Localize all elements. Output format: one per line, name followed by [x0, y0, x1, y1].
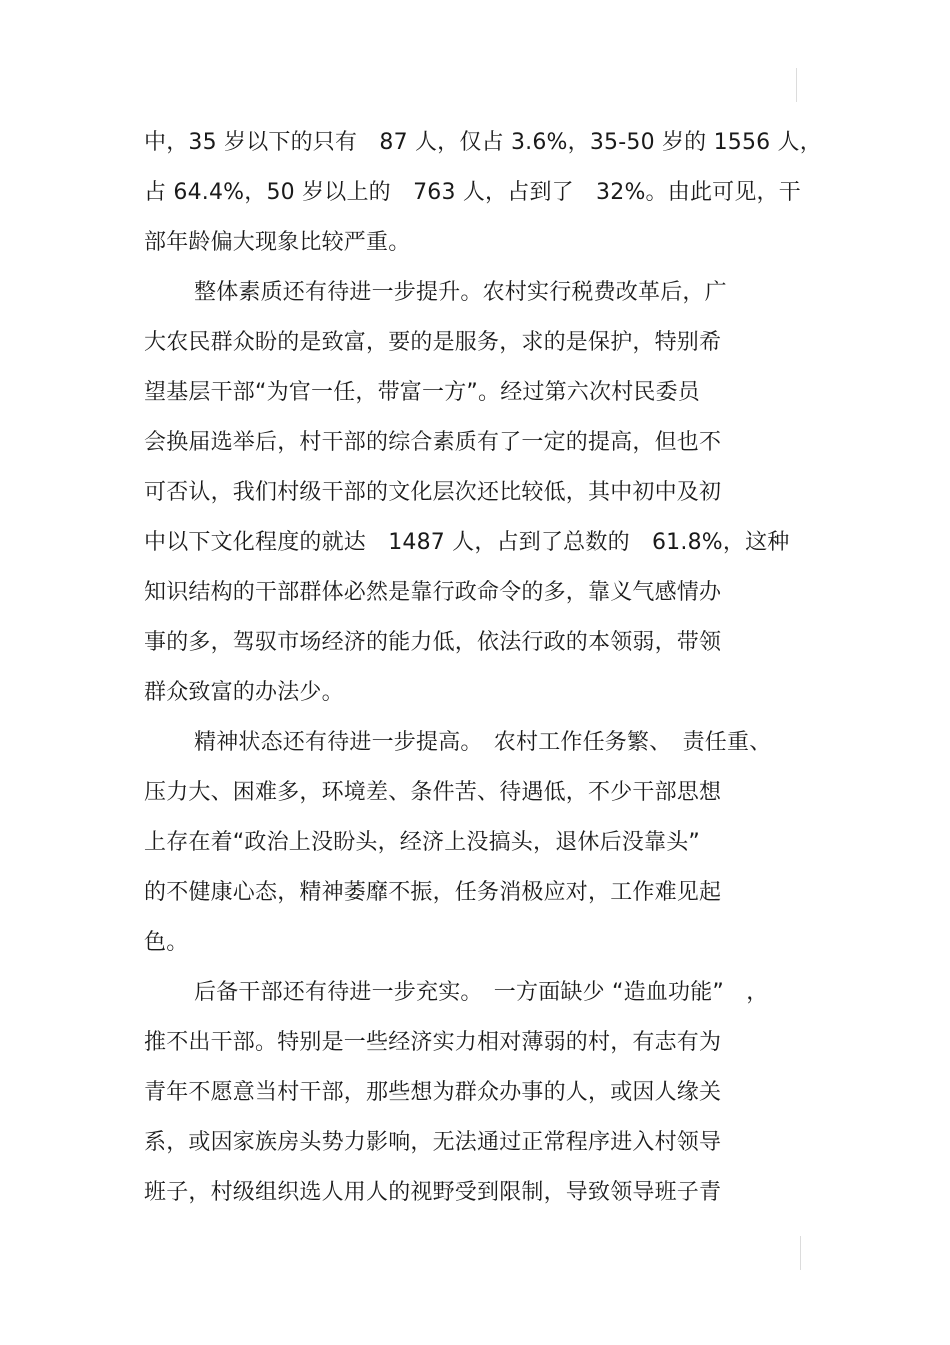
page-edge-mark-bottom: [800, 1236, 801, 1270]
text-line: 推不出干部。特别是一些经济实力相对薄弱的村，有志有为: [144, 1030, 722, 1055]
text-line: 可否认，我们村级干部的文化层次还比较低，其中初中及初: [144, 480, 722, 505]
body-text: [144, 118, 824, 1218]
text-line: 大农民群众盼的是致富，要的是服务，求的是保护，特别希: [144, 330, 722, 355]
text-line: 部年龄偏大现象比较严重。: [144, 230, 411, 255]
paragraph-start-line: 后备干部还有待进一步充实。 一方面缺少 “造血功能” ，: [194, 980, 769, 1005]
text-line: 中以下文化程度的就达 1487 人，占到了总数的 61.8%，这种: [144, 530, 790, 555]
text-line: 的不健康心态，精神萎靡不振，任务消极应对，工作难见起: [144, 880, 722, 905]
text-line: 会换届选举后，村干部的综合素质有了一定的提高，但也不: [144, 430, 722, 455]
text-line: 群众致富的办法少。: [144, 680, 344, 705]
text-line: 班子，村级组织选人用人的视野受到限制，导致领导班子青: [144, 1180, 722, 1205]
text-line: 上存在着“政治上没盼头，经济上没搞头，退休后没靠头”: [144, 830, 700, 855]
text-line: 知识结构的干部群体必然是靠行政命令的多，靠义气感情办: [144, 580, 722, 605]
text-line: 压力大、困难多，环境差、条件苦、待遇低，不少干部思想: [144, 780, 722, 805]
page-edge-mark-top: [796, 68, 797, 102]
text-line: 事的多，驾驭市场经济的能力低，依法行政的本领弱，带领: [144, 630, 722, 655]
paragraph-start-line: 整体素质还有待进一步提升。农村实行税费改革后，广: [194, 280, 727, 305]
text-line: 青年不愿意当村干部，那些想为群众办事的人，或因人缘关: [144, 1080, 722, 1105]
text-line: 系，或因家族房头势力影响，无法通过正常程序进入村领导: [144, 1130, 722, 1155]
text-line: 色。: [144, 930, 189, 955]
text-line: 占 64.4%，50 岁以上的 763 人，占到了 32%。由此可见，干: [144, 180, 801, 205]
text-line: 中，35 岁以下的只有 87 人，仅占 3.6%，35-50 岁的 1556 人，: [144, 130, 822, 155]
paragraph-start-line: 精神状态还有待进一步提高。 农村工作任务繁、 责任重、: [194, 730, 772, 755]
text-line: 望基层干部“为官一任，带富一方”。经过第六次村民委员: [144, 380, 700, 405]
